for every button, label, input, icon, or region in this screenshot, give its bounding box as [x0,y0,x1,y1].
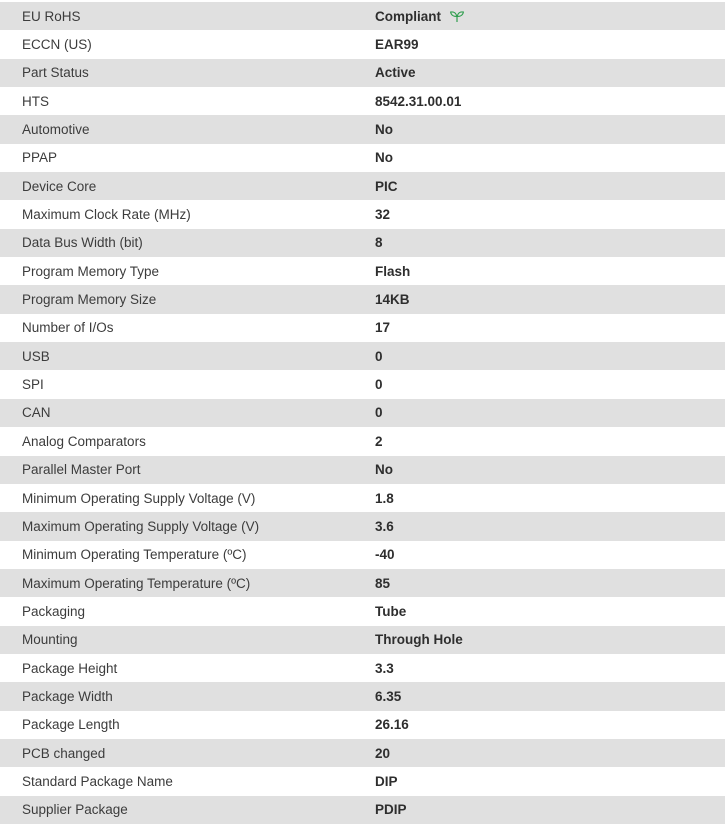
attribute-value [375,235,725,250]
attribute-label: HTS [22,93,49,109]
table-row [0,484,725,512]
table-row [0,427,725,455]
table-row [0,144,725,172]
attribute-value-text: 1.8 [375,490,394,506]
attribute-label: Parallel Master Port [22,462,141,478]
attribute-value [375,94,725,109]
attribute-value [375,689,725,704]
attribute-label: Program Memory Type [22,263,160,279]
table-row [0,285,725,313]
attribute-label: Supplier Package [22,802,128,818]
attribute-label: Package Length [22,717,120,733]
attribute-value [375,122,725,137]
table-row [0,541,725,569]
attribute-label: Standard Package Name [22,773,173,789]
attribute-value [375,264,725,279]
attribute-label: Device Core [22,178,97,194]
table-row [0,200,725,228]
attribute-value-text: 6.35 [375,688,402,704]
attribute-label: EU RoHS [22,8,81,24]
attribute-label: Maximum Clock Rate (MHz) [22,207,191,223]
attribute-label: Mounting [22,632,78,648]
table-row [0,314,725,342]
attribute-label: Maximum Operating Temperature (ºC) [22,575,251,591]
table-row [0,172,725,200]
attribute-value [375,405,725,420]
attribute-value [375,377,725,392]
attribute-value [375,632,725,647]
attribute-value [375,519,725,534]
table-row [0,654,725,682]
attribute-value-text: Flash [375,263,411,279]
attribute-value [375,434,725,449]
attribute-label: Minimum Operating Temperature (ºC) [22,547,247,563]
attribute-value-text: 3.6 [375,518,394,534]
attribute-value [375,717,725,732]
table-row [0,87,725,115]
rohs-leaf-icon [448,9,465,23]
table-row [0,512,725,540]
attribute-label: CAN [22,405,51,421]
attribute-value-text: 0 [375,405,383,421]
table-row [0,739,725,767]
attribute-value-text: Tube [375,603,407,619]
attribute-value-text: No [375,122,393,138]
attribute-value-text: 2 [375,433,383,449]
attribute-value-text: PDIP [375,802,407,818]
attribute-value [375,207,725,222]
table-row [0,767,725,795]
table-row [0,257,725,285]
attribute-value [375,547,725,562]
attribute-label: SPI [22,377,44,393]
table-row [0,682,725,710]
attribute-label: Number of I/Os [22,320,114,336]
attribute-value [375,491,725,506]
table-row [0,229,725,257]
attribute-label: Program Memory Size [22,292,157,308]
attribute-value [375,320,725,335]
attribute-label: Minimum Operating Supply Voltage (V) [22,490,256,506]
attribute-value [375,349,725,364]
table-row [0,399,725,427]
attribute-value [375,746,725,761]
specs-table [0,2,725,824]
attribute-value-text: 85 [375,575,391,591]
attribute-value-text: 0 [375,377,383,393]
attribute-value-text: 0 [375,348,383,364]
attribute-label: Package Height [22,660,118,676]
table-row [0,115,725,143]
attribute-label: ECCN (US) [22,37,92,53]
attribute-label: Automotive [22,122,90,138]
attribute-value-text: -40 [375,547,395,563]
table-row [0,30,725,58]
attribute-value-text: EAR99 [375,37,419,53]
attribute-value-text: 32 [375,207,391,223]
attribute-value-text: PIC [375,178,398,194]
attribute-value [375,604,725,619]
attribute-value [375,774,725,789]
attribute-value-text: 17 [375,320,391,336]
attribute-value [375,65,725,80]
attribute-value-text: 20 [375,745,391,761]
table-row [0,2,725,30]
table-row [0,370,725,398]
table-row [0,59,725,87]
attribute-value [375,292,725,307]
table-row [0,342,725,370]
table-row [0,597,725,625]
attribute-value-text: No [375,150,393,166]
attribute-value-text: No [375,462,393,478]
attribute-value [375,150,725,165]
attribute-value [375,37,725,52]
attribute-value-text: Compliant [375,8,441,24]
attribute-value [375,661,725,676]
attribute-value-text: 26.16 [375,717,409,733]
attribute-value [375,9,725,24]
attribute-value [375,576,725,591]
attribute-value-text: 14KB [375,292,410,308]
table-row [0,456,725,484]
table-row [0,626,725,654]
attribute-value [375,462,725,477]
attribute-value-text: Through Hole [375,632,463,648]
attribute-value-text: 3.3 [375,660,394,676]
table-row [0,796,725,824]
attribute-value-text: 8542.31.00.01 [375,93,462,109]
attribute-label: Package Width [22,688,113,704]
table-row [0,711,725,739]
attribute-label: PCB changed [22,745,106,761]
attribute-value [375,802,725,817]
attribute-label: Packaging [22,603,86,619]
attribute-value-text: Active [375,65,416,81]
table-row [0,569,725,597]
attribute-label: PPAP [22,150,58,166]
attribute-value-text: DIP [375,773,398,789]
attribute-label: Analog Comparators [22,433,146,449]
attribute-value [375,179,725,194]
attribute-label: Maximum Operating Supply Voltage (V) [22,518,260,534]
attribute-label: Part Status [22,65,89,81]
attribute-value-text: 8 [375,235,383,251]
attribute-label: USB [22,348,50,364]
attribute-label: Data Bus Width (bit) [22,235,143,251]
